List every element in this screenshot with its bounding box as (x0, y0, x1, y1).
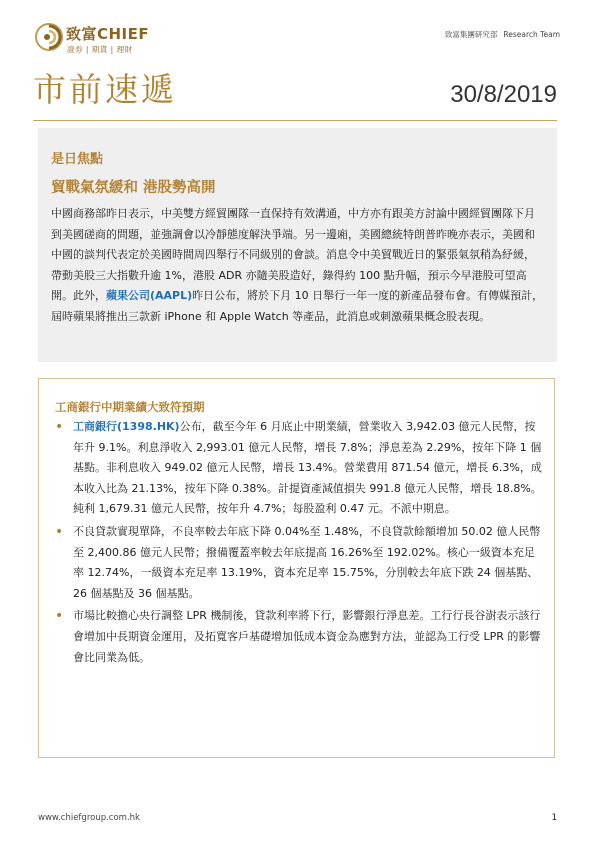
focus-body (51, 204, 545, 327)
footer-url: www.chiefgroup.com.hk (38, 813, 140, 823)
bullet-icon: • (55, 608, 64, 625)
focus-body-text: 中國商務部昨日表示，中美雙方經貿團隊一直保持有效溝通，中方亦有跟美方討論中國經貿團隊下月到美國磋商的問題，並強調會以冷靜態度解決爭端。另一邊廂，美國總統特朗普昨晚亦表示，美國和中國的談判代表定於美國時間周四舉行不同級別的會談。消息令中美貿戰近日的緊張氣氛稍為紓緩，帶動美股三大指數升逾 1%，港股 ADR 亦隨美股造好，錄得約 100 點升幅，預示今早港股可望高開。此外， (51, 207, 535, 302)
report-date: 30/8/2019 (450, 81, 557, 108)
news-bullet-list (55, 417, 545, 670)
focus-section (38, 128, 557, 362)
bullet-text: 公布，截至今年 6 月底止中期業績，營業收入 3,942.03 億元人民幣，按年升 9.1%。利息淨收入 2,993.01 億元人民幣，增長 7.8%；淨息差為 2.29%，按年下降 1 個基點。非利息收入 949.02 億元人民幣，增長 13.4%。營業費用 871.54 億元，增長 6.3%，成本收入比為 21.13%，按年下降 0.38%。計提資產減值損失 991.8 億元人民幣，增長 18.8%。純利 1,679.31 億元人民幣，按年升 4.7%；每股盈利 0.47 元。不派中期息。 (73, 420, 542, 516)
icbc-stock-link: 工商銀行(1398.HK) (73, 420, 180, 433)
logo-tagline: 證券 | 期貨 | 理財 (67, 45, 133, 54)
focus-headline: 貿戰氣氛緩和 港股勢高開 (51, 180, 216, 196)
focus-label: 是日焦點 (51, 152, 104, 167)
company-logo (34, 22, 174, 62)
publication-title: 市前速遞 (33, 70, 177, 109)
bullet-icon: • (55, 419, 64, 435)
page-number: 1 (551, 813, 557, 823)
news-bullet (55, 417, 545, 520)
research-team-label (445, 29, 560, 40)
bullet-icon: • (55, 523, 64, 540)
bullet-text: 市場比較擔心央行調整 LPR 機制後，貸款利率將下行，影響銀行淨息差。工行行長谷澍表示該行會增加中長期資金運用，及拓寬客戶基礎增加低成本資金為應對方法，並認為工行受 LPR 的影響會比同業為低。 (73, 609, 541, 664)
title-divider (33, 120, 557, 121)
research-team-en: Research Team (503, 30, 560, 39)
news-bullet (55, 606, 545, 668)
apple-stock-link: 蘋果公司(AAPL) (106, 289, 193, 302)
chief-swirl-logo-icon (34, 22, 64, 52)
news-title: 工商銀行中期業績大致符預期 (55, 400, 205, 414)
logo-wordmark: 致富CHIEF (66, 25, 150, 43)
focus-body-text-cont: 昨日公布，將於下月 10 日舉行一年一度的新產品發布會。有傳媒預計，屆時蘋果將推出三款新 iPhone 和 Apple Watch 等產品，此消息或刺激蘋果概念股表現。 (51, 289, 544, 323)
news-section (38, 378, 555, 758)
research-team-cn: 致富集團研究部 (444, 30, 498, 39)
news-bullet (55, 522, 545, 604)
bullet-text: 不良貸款實現單降，不良率較去年底下降 0.04%至 1.48%，不良貸款餘額增加 50.02 億人民幣至 2,400.86 億元人民幣；撥備覆蓋率較去年底提高 16.26%至 192.02%。核心一級資本充足率 12.74%，一級資本充足率 13.19%，資本充足率 15.75%，分別較去年底下跌 24 個基點、26 個基點及 36 個基點。 (73, 524, 541, 600)
